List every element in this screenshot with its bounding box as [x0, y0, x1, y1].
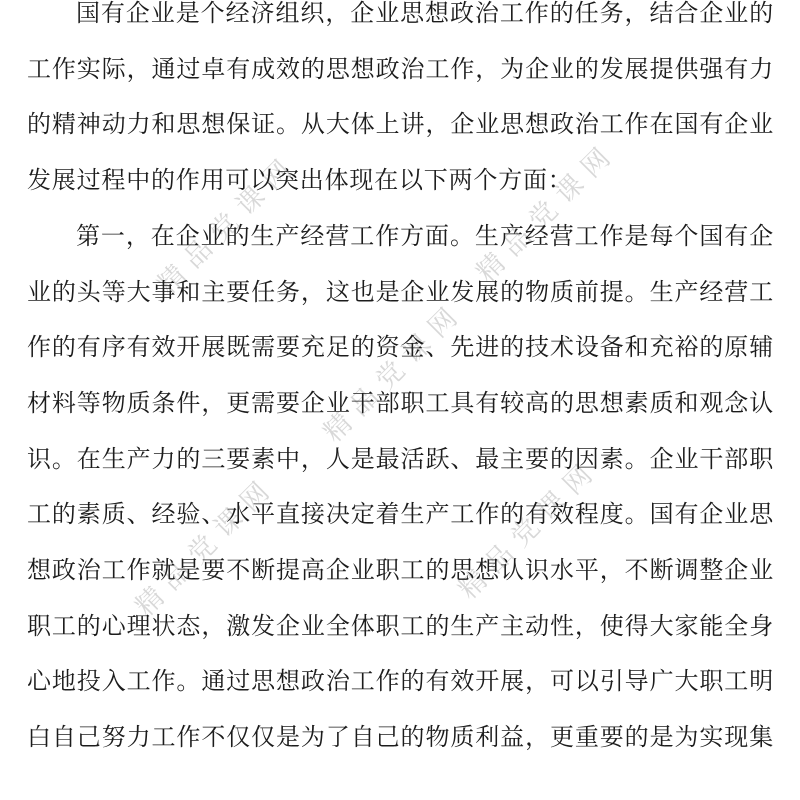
text-line: 发展过程中的作用可以突出体现在以下两个方面： [27, 168, 573, 195]
text-line: 工作实际，通过卓有成效的思想政治工作，为企业的发展提供强有力 [27, 56, 774, 83]
watermark-text: 精品党课网 [151, 147, 304, 300]
watermark-text: 精品党课网 [470, 135, 623, 288]
text-line: 的精神动力和思想保证。从大体上讲，企业思想政治工作在国有企业 [27, 112, 774, 139]
text-line: 国有企业是个经济组织，企业思想政治工作的任务，结合企业的 [76, 1, 774, 27]
document-body [27, 0, 774, 767]
watermark-text: 精品党课网 [317, 295, 470, 448]
text-line: 材料等物质条件，更需要企业干部职工具有较高的思想素质和观念认 [27, 390, 774, 417]
watermark-text: 精品党课网 [452, 452, 605, 605]
text-line: 工的素质、经验、水平直接决定着生产工作的有效程度。国有企业思 [27, 502, 774, 529]
watermark-text: 精品党课网 [129, 469, 282, 622]
text-line: 心地投入工作。通过思想政治工作的有效开展，可以引导广大职工明 [27, 669, 774, 696]
text-line: 职工的心理状态，激发企业全体职工的生产主动性，使得大家能全身 [27, 613, 774, 640]
text-line: 第一，在企业的生产经营工作方面。生产经营工作是每个国有企 [76, 223, 774, 250]
text-line: 业的头等大事和主要任务，这也是企业发展的物质前提。生产经营工 [27, 279, 774, 306]
text-line: 白自己努力工作不仅仅是为了自己的物质利益，更重要的是为实现集 [27, 725, 774, 752]
text-line: 想政治工作就是要不断提高企业职工的思想认识水平，不断调整企业 [27, 558, 774, 585]
text-line: 作的有序有效开展既需要充足的资金、先进的技术设备和充裕的原辅 [27, 335, 774, 362]
text-line: 识。在生产力的三要素中，人是最活跃、最主要的因素。企业干部职 [27, 446, 774, 473]
